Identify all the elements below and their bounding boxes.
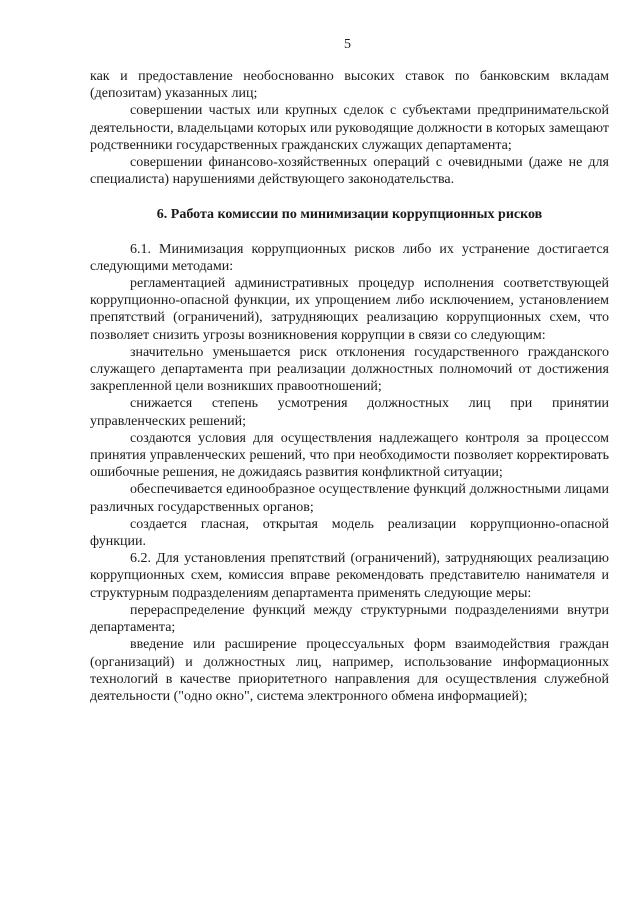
paragraph: совершении финансово-хозяйственных операций с очевидными (даже не для специалиста) нарушениями действующего законодательства. xyxy=(90,155,609,188)
paragraph: регламентацией административных процедур исполнения соответствующей коррупционно-опасной функции, их упрощением либо исключением, установлением препятствий (ограничений), затрудняющих реализацию коррупционных схем, что позволяет снизить угрозы возникновения коррупции в связи со следующим: xyxy=(90,276,609,343)
paragraph: перераспределение функций между структурными подразделениями внутри департамента; xyxy=(90,602,609,636)
paragraph: значительно уменьшается риск отклонения государственного гражданского служащего департамента при реализации должностных полномочий от достижения закрепленной цели возникших правоотношений; xyxy=(90,344,609,395)
paragraph: совершении частых или крупных сделок с субъектами предпринимательской деятельности, владельцами которых или руководящие должности в которых замещают родственники государственных гражданских служащих департамента; xyxy=(90,103,609,153)
paragraph: создаются условия для осуществления надлежащего контроля за процессом принятия управленческих решений, что при необходимости позволяет корректировать ошибочные решения, не дожидаясь развития конфликтной ситуации; xyxy=(90,430,609,481)
paragraph: создается гласная, открытая модель реализации коррупционно-опасной функции. xyxy=(90,516,609,550)
body-text-bottom xyxy=(90,241,609,705)
paragraph: обеспечивается единообразное осуществление функций должностными лицами различных государственных органов; xyxy=(90,482,609,515)
paragraph: 6.2. Для установления препятствий (ограничений), затрудняющих реализацию коррупционных схем, комиссия вправе рекомендовать представителю нанимателя и структурным подразделениям департамента применять следующие меры: xyxy=(90,551,609,601)
paragraph: как и предоставление необоснованно высоких ставок по банковским вкладам (депозитам) указанных лиц; xyxy=(90,69,609,102)
paragraph: введение или расширение процессуальных форм взаимодействия граждан (организаций) и должностных лиц, например, использование информационных технологий в качестве приоритетного направления для осуществления служебной деятельности ("одно окно", система электронного обмена информацией); xyxy=(90,637,609,704)
page-number: 5 xyxy=(344,37,351,52)
paragraph: 6.1. Минимизация коррупционных рисков либо их устранение достигается следующими методами: xyxy=(90,241,609,274)
section-heading: 6. Работа комиссии по минимизации коррупционных рисков xyxy=(156,207,543,223)
paragraph: снижается степень усмотрения должностных лиц при принятии управленческих решений; xyxy=(90,396,609,429)
body-text-top xyxy=(90,68,609,188)
